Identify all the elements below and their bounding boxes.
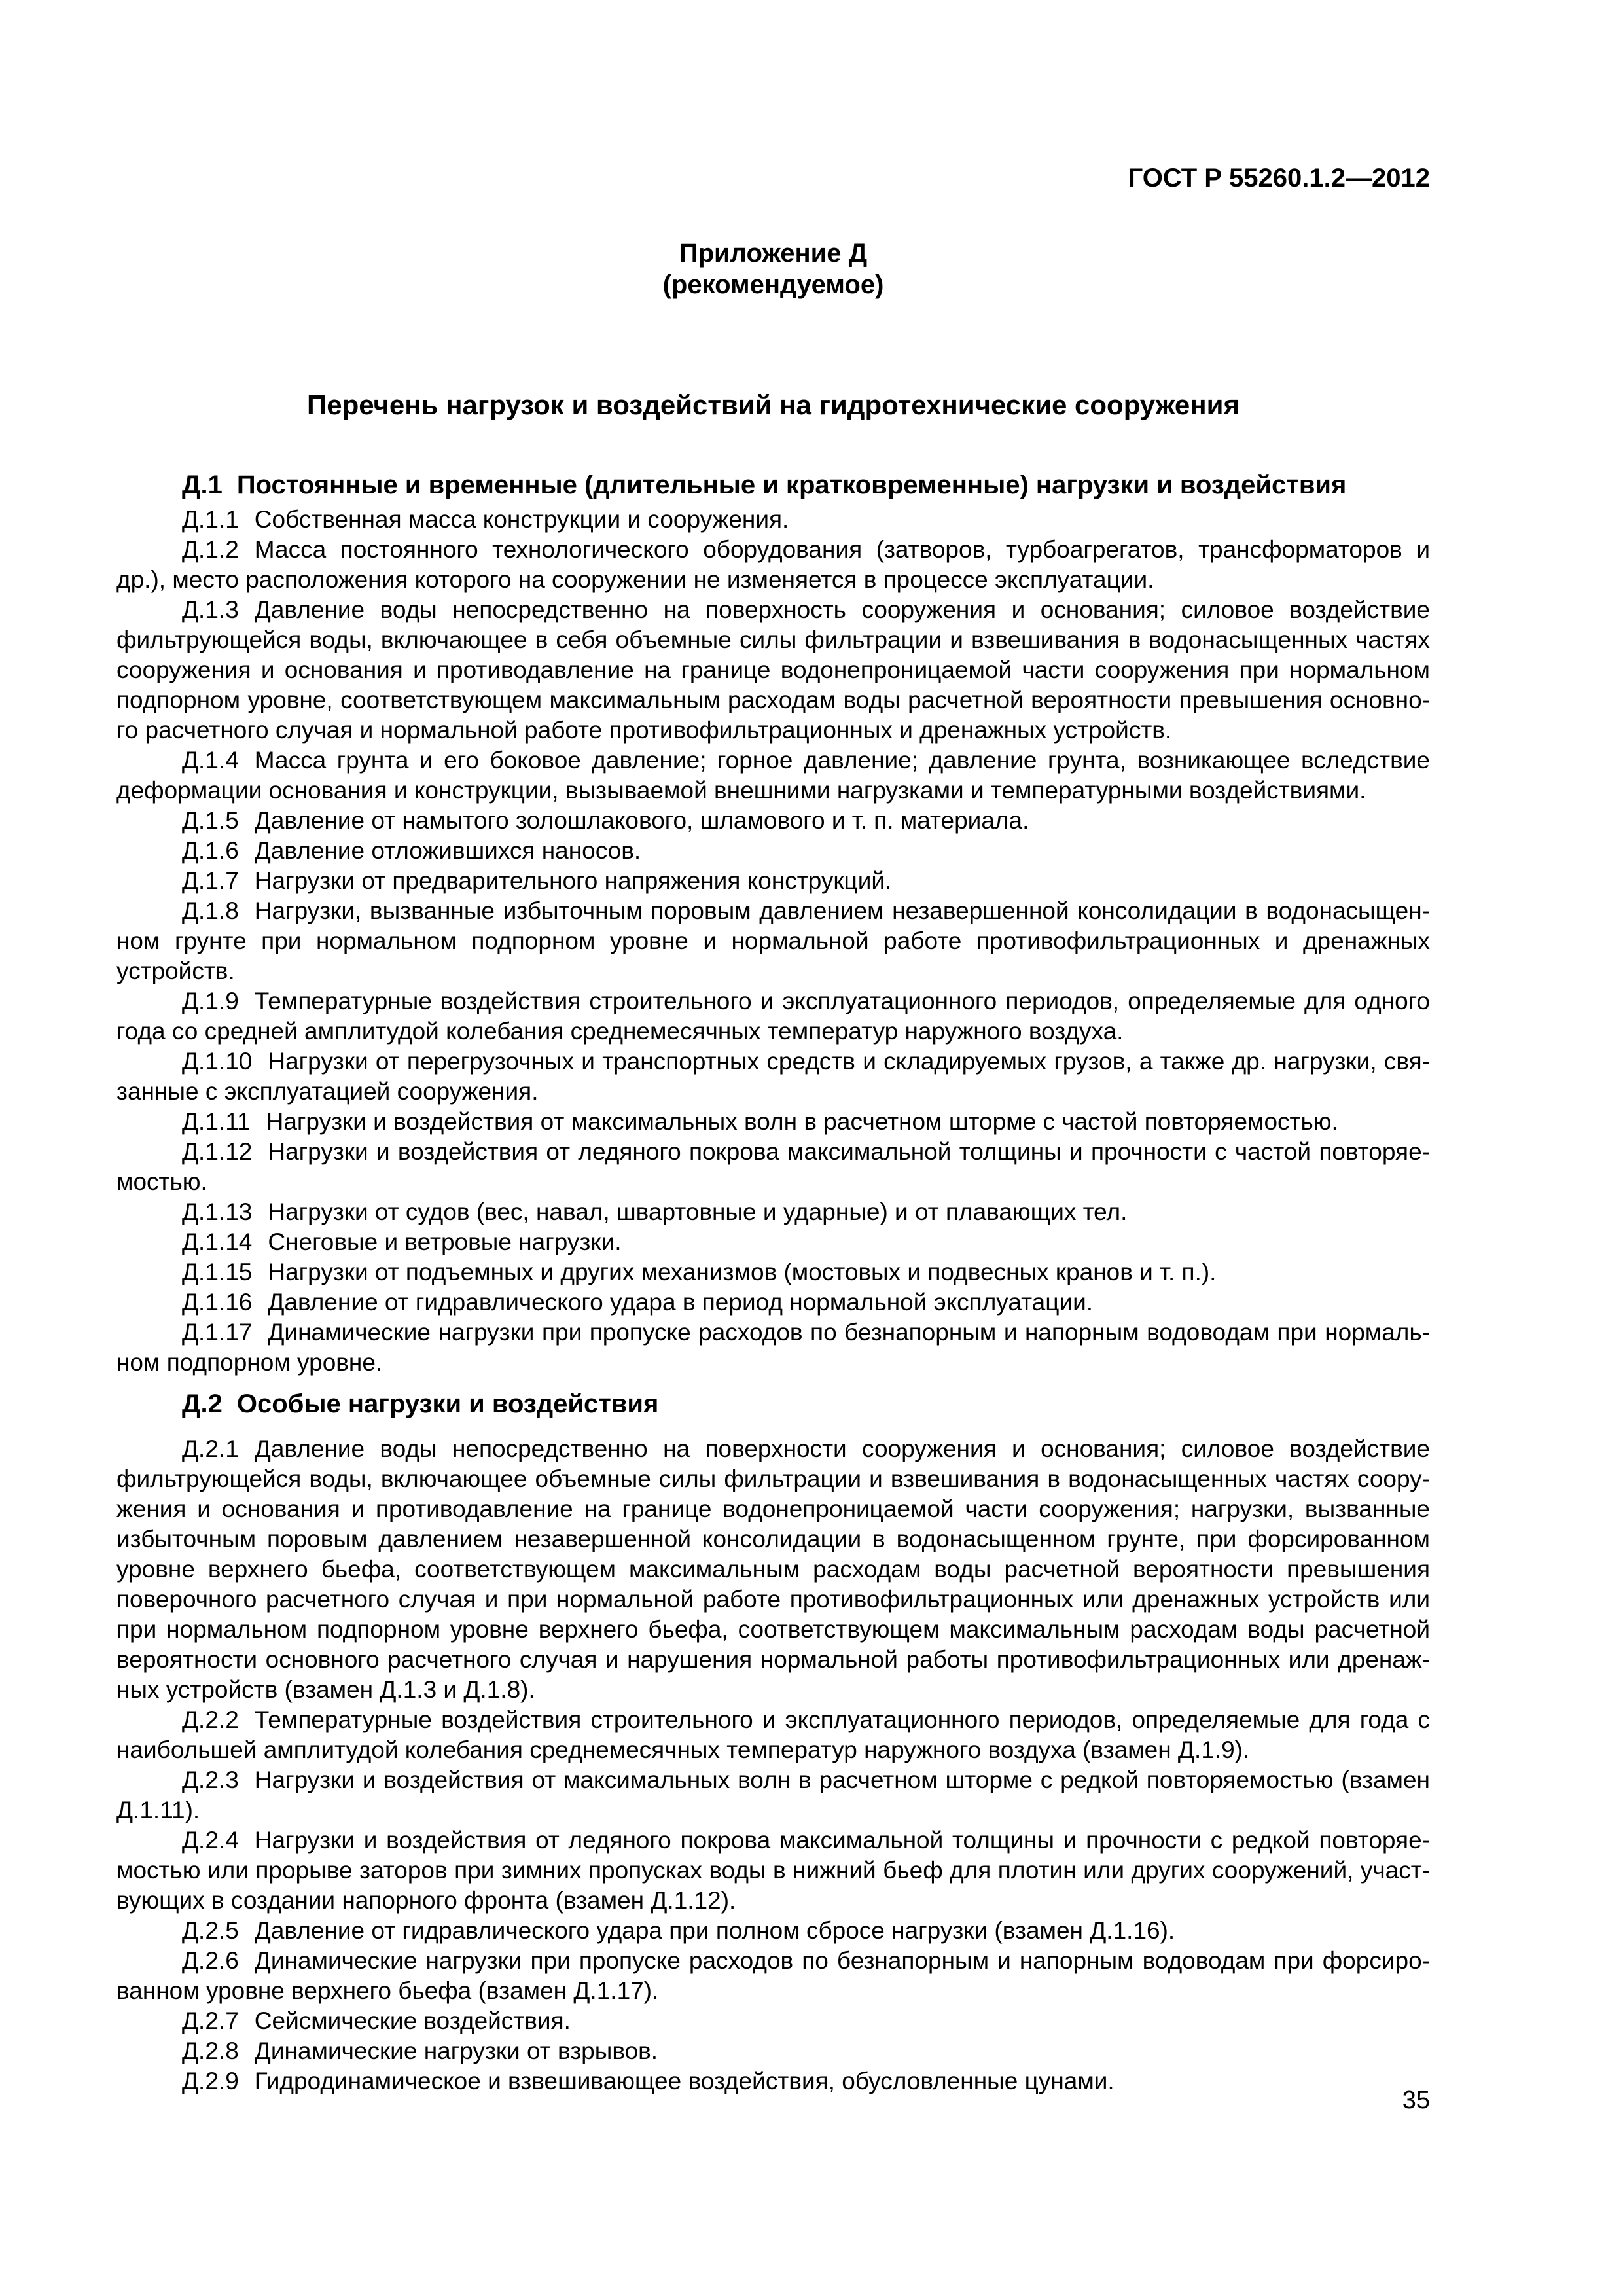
clause-d2-7 [116,2006,1430,2036]
appendix-kind: (рекомендуемое) [662,270,884,299]
clause-d1-6 [116,836,1430,866]
clause-number: Д.1.9 [182,988,239,1014]
section-number: Д.2 [182,1390,223,1418]
clause-number: Д.2.7 [182,2007,239,2034]
clause-number: Д.1.12 [182,1138,253,1165]
clause-number: Д.1.11 [182,1108,251,1135]
clause-text: Нагрузки и воздействия от максимальных волн в расчетном шторме с редкой повторяемостью (взамен Д.1.11). [116,1767,1430,1823]
document-code: ГОСТ Р 55260.1.2—2012 [1128,164,1430,192]
clause-number: Д.1.7 [182,867,239,894]
clause-text: Нагрузки и воздействия от ледяного покрова максимальной толщины и прочности с частой повторяемостью. [116,1138,1430,1195]
clause-d1-16 [116,1287,1430,1318]
section-heading-d1 [116,469,1430,501]
clause-d2-2 [116,1705,1430,1765]
clause-number: Д.1.1 [182,506,239,533]
clause-number: Д.1.2 [182,536,239,563]
page-number: 35 [1402,2087,1430,2114]
clause-d1-8 [116,896,1430,986]
clause-text: Нагрузки, вызванные избыточным поровым давлением незавершенной консолидации в водонасыщенном грунте при нормальном подпорном уровне и нормальной работе противофильтрационных и дренажных устройств. [116,897,1430,984]
clause-text: Нагрузки от судов (вес, навал, швартовные и ударные) и от плавающих тел. [268,1198,1128,1225]
clause-text: Динамические нагрузки при пропуске расходов по безнапорным и напорным водоводам при нормальном подпорном уровне. [116,1319,1430,1376]
clause-text: Нагрузки от перегрузочных и транспортных средств и складируемых грузов, а также др. нагрузки, связанные с эксплуатацией сооружения. [116,1048,1430,1105]
clause-text: Давление отложившихся наносов. [254,837,641,864]
clause-d2-6 [116,1946,1430,2006]
clause-number: Д.1.14 [182,1229,253,1255]
clause-number: Д.1.17 [182,1319,253,1346]
clause-text: Нагрузки от предварительного напряжения конструкций. [254,867,892,894]
clause-number: Д.1.5 [182,807,239,834]
clause-text: Давление от намытого золошлакового, шламового и т. п. материала. [254,807,1029,834]
clause-d1-3 [116,595,1430,745]
clause-text: Сейсмические воздействия. [254,2007,571,2034]
clause-text: Давление от гидравлического удара в период нормальной эксплуатации. [268,1289,1094,1316]
clause-number: Д.2.4 [182,1827,239,1854]
clause-text: Нагрузки и воздействия от максимальных волн в расчетном шторме с частой повторяемостью. [266,1108,1338,1135]
section-heading-d2 [116,1388,1430,1420]
clause-d1-17 [116,1318,1430,1378]
clause-d1-2 [116,535,1430,595]
clause-text: Динамические нагрузки при пропуске расходов по безнапорным и напорным водоводам при форсированном уровне верхнего бьефа (взамен Д.1.17). [116,1947,1430,2004]
clause-d2-5 [116,1916,1430,1946]
clause-d1-7 [116,866,1430,896]
clause-text: Нагрузки от подъемных и других механизмов (мостовых и подвесных кранов и т. п.). [268,1259,1217,1285]
clause-text: Снеговые и ветровые нагрузки. [268,1229,622,1255]
clause-text: Давление от гидравлического удара при полном сбросе нагрузки (взамен Д.1.16). [254,1917,1175,1944]
clause-text: Гидродинамическое и взвешивающее воздействия, обусловленные цунами. [254,2068,1115,2094]
clause-d2-3 [116,1765,1430,1825]
clause-d1-1 [116,505,1430,535]
clause-d1-12 [116,1137,1430,1197]
clause-d1-5 [116,806,1430,836]
clause-number: Д.2.2 [182,1706,239,1733]
clause-number: Д.2.1 [182,1435,239,1462]
clause-text: Температурные воздействия строительного и эксплуатационного периодов, определяемые для года с наибольшей амплитудой колебания среднемесячных температур наружного воздуха (взамен Д.1.9). [116,1706,1430,1763]
clause-text: Нагрузки и воздействия от ледяного покрова максимальной толщины и прочности с редкой повторяемостью или прорыве заторов при зимних пропусках воды в нижний бьеф для плотин или других сооружений, участвующих в создании напорного фронта (взамен Д.1.12). [116,1827,1430,1914]
clause-d1-10 [116,1047,1430,1107]
section-title: Постоянные и временные (длительные и кратковременные) нагрузки и воздействия [236,471,1347,499]
clause-number: Д.2.5 [182,1917,239,1944]
clause-text: Давление воды непосредственно на поверхность сооружения и основания; силовое воздействие фильтрующейся воды, включающее в себя объемные силы фильтрации и взвешивания в водонасыщенных частях сооружения и основания и противодавление на границе водонепроницаемой части сооружения при нормальном подпорном уровне, соответствующем максимальным расходам воды расчетной вероятности превышения основного расчетного случая и нормальной работе противофильтрационных и дренажных устройств. [116,596,1430,744]
clause-d1-13 [116,1197,1430,1227]
clause-d1-4 [116,745,1430,806]
clause-number: Д.1.15 [182,1259,253,1285]
clause-text: Масса грунта и его боковое давление; горное давление; давление грунта, возникающее вследствие деформации основания и конструкции, вызываемой внешними нагрузками и температурными воздействиями. [116,747,1430,804]
section-number: Д.1 [182,471,223,499]
clause-d1-14 [116,1227,1430,1257]
clause-number: Д.1.6 [182,837,239,864]
section-title: Особые нагрузки и воздействия [236,1390,659,1418]
clause-text: Масса постоянного технологического оборудования (затворов, турбоагрегатов, трансформаторов и др.), место расположения которого на сооружении не изменяется в процессе эксплуатации. [116,536,1430,593]
clause-number: Д.2.3 [182,1767,239,1793]
clause-number: Д.1.10 [182,1048,253,1075]
clause-number: Д.2.9 [182,2068,239,2094]
clause-d1-9 [116,986,1430,1047]
clause-number: Д.2.6 [182,1947,239,1974]
page-title: Перечень нагрузок и воздействий на гидротехнические сооружения [307,389,1240,420]
clause-d1-11 [116,1107,1430,1137]
clause-number: Д.1.3 [182,596,239,623]
clause-text: Динамические нагрузки от взрывов. [254,2037,658,2064]
clause-number: Д.2.8 [182,2037,239,2064]
clause-d2-4 [116,1825,1430,1916]
clause-number: Д.1.8 [182,897,239,924]
clause-d2-1 [116,1434,1430,1705]
clause-d2-8 [116,2036,1430,2066]
clause-text: Давление воды непосредственно на поверхности сооружения и основания; силовое воздействие фильтрующейся воды, включающее объемные силы фильтрации и взвешивания в водонасыщенных частях сооружения и основания и противодавление на границе водонепроницаемой части сооружения; нагрузки, вызванные избыточным поровым давлением незавершенной консолидации в водонасыщенном грунте, при форсированном уровне верхнего бьефа, соответствующем максимальным расходам воды расчетной вероятности превышения поверочного расчетного случая и при нормальной работе противофильтрационных или дренажных устройств или при нормальном подпорном уровне верхнего бьефа, соответствующем максимальным расходам воды расчетной вероятности основного расчетного случая и нарушения нормальной работы противофильтрационных или дренажных устройств (взамен Д.1.3 и Д.1.8). [116,1435,1430,1703]
clause-number: Д.1.13 [182,1198,253,1225]
clause-d1-15 [116,1257,1430,1287]
clause-number: Д.1.16 [182,1289,253,1316]
clause-text: Температурные воздействия строительного и эксплуатационного периодов, определяемые для одного года со средней амплитудой колебания среднемесячных температур наружного воздуха. [116,988,1430,1045]
clause-text: Собственная масса конструкции и сооружения. [254,506,789,533]
clause-number: Д.1.4 [182,747,239,774]
appendix-label: Приложение Д [679,239,868,268]
